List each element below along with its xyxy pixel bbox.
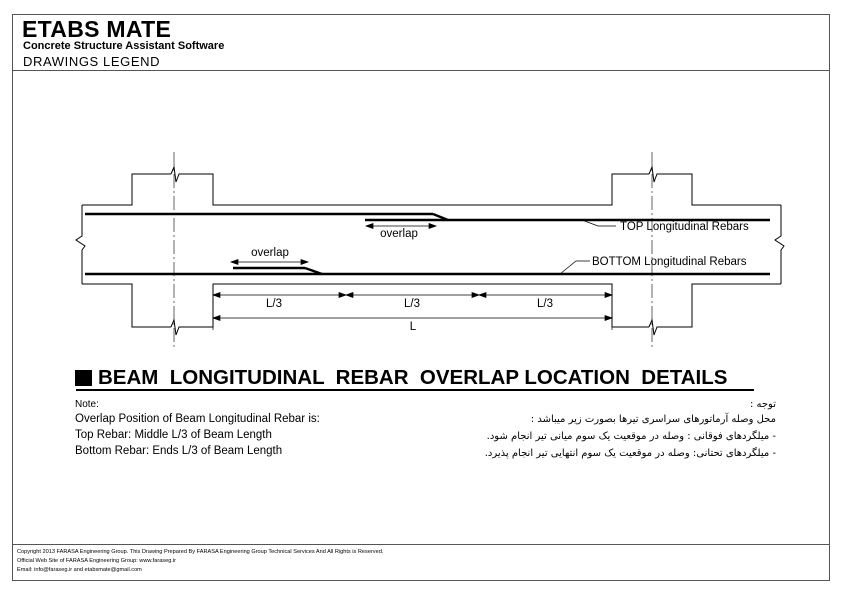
overlap-label-top: overlap — [380, 228, 418, 240]
note-en-line2: Top Rebar: Middle L/3 of Beam Length — [75, 429, 272, 441]
note-fa-line1: محل وصله آرماتورهای سراسری تیرها بصورت زیر میباشد : — [530, 414, 776, 425]
top-longitudinal-rebar — [85, 214, 770, 220]
top-rebar-label: TOP Longitudinal Rebars — [620, 221, 749, 233]
heading-square-icon — [75, 370, 92, 386]
brand-title: ETABS MATE — [22, 16, 172, 42]
bottom-longitudinal-rebar — [85, 268, 770, 274]
heading-underline — [76, 389, 754, 391]
dimension-third-2: L/3 — [404, 298, 420, 310]
brand-subtitle: Concrete Structure Assistant Software — [23, 40, 225, 52]
section-heading — [75, 366, 727, 390]
dimension-third-1: L/3 — [266, 298, 282, 310]
note-en-line3: Bottom Rebar: Ends L/3 of Beam Length — [75, 445, 283, 457]
note-fa-line3: - میلگردهای تحتانی: وصله در موقعیت یک سوم انتهایی تیر انجام پذیرد. — [484, 448, 776, 459]
note-en-line1: Overlap Position of Beam Longitudinal Rebar is: — [75, 413, 320, 425]
footer-divider — [12, 544, 830, 545]
overlap-label-bottom: overlap — [251, 247, 289, 259]
beam-outline — [76, 167, 784, 335]
dimension-third-3: L/3 — [537, 298, 553, 310]
footer-website: Official Web Site of FARASA Engineering Group: www.faraseg.ir — [17, 558, 176, 564]
note-fa-title: توجه : — [749, 399, 776, 410]
note-en-title: Note: — [75, 399, 99, 410]
bottom-rebar-label: BOTTOM Longitudinal Rebars — [592, 256, 747, 268]
footer-email: Email: info@faraseg.ir and etabsmate@gmail.com — [17, 567, 142, 573]
note-fa-line2: - میلگردهای فوقانی : وصله در موقعیت یک سوم میانی تیر انجام شود. — [486, 431, 776, 442]
dimension-total: L — [409, 321, 417, 333]
section-heading-text: BEAM LONGITUDINAL REBAR OVERLAP LOCATION DETAILS — [98, 366, 728, 389]
footer-copyright: Copyright 2013 FARASA Engineering Group. This Drawing Prepared By FARASA Engineering Group Technical Services And All Rights is Reserved. — [17, 549, 384, 555]
legend-title: DRAWINGS LEGEND — [23, 54, 161, 69]
